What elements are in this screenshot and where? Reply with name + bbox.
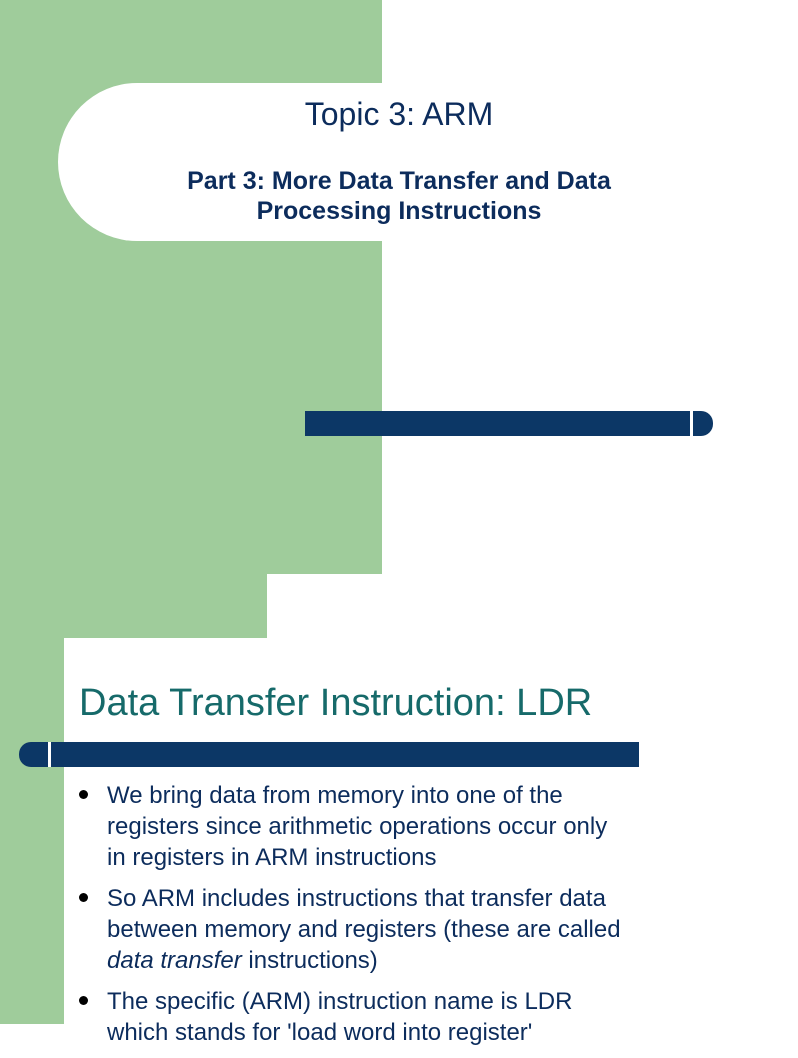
- bullet-line: The specific (ARM) instruction name is LDR: [107, 988, 573, 1015]
- subtitle-line: Processing Instructions: [256, 197, 542, 225]
- bar-notch: [690, 411, 693, 436]
- decorative-bar: [19, 742, 639, 767]
- bar-notch: [48, 742, 51, 767]
- bullet-dot-icon: [79, 996, 88, 1005]
- bullet-line: registers since arithmetic operations occur only: [107, 813, 608, 840]
- bullet-text: [107, 780, 716, 873]
- bullet-item: [76, 883, 716, 976]
- bullet-dot-icon: [79, 790, 88, 799]
- bullet-dot-icon: [79, 893, 88, 902]
- slide-2: [0, 574, 768, 1046]
- bullet-text: [107, 986, 716, 1048]
- bullet-item: [76, 986, 716, 1048]
- bullet-line: in registers in ARM instructions: [107, 844, 437, 871]
- slide-subtitle: [130, 166, 668, 226]
- decorative-bar: [305, 411, 713, 436]
- bullet-line: between memory and registers (these are called: [107, 916, 621, 943]
- bullet-list: [76, 780, 716, 1058]
- bullet-line: instructions): [241, 947, 378, 974]
- green-side-strip: [0, 574, 64, 1024]
- bullet-emphasis: data transfer: [107, 947, 242, 974]
- slide-title: Topic 3: ARM: [304, 96, 494, 132]
- bullet-line: So ARM includes instructions that transfer data: [107, 885, 606, 912]
- bullet-line: We bring data from memory into one of the: [107, 782, 563, 809]
- bullet-item: [76, 780, 716, 873]
- bullet-text: [107, 883, 716, 976]
- slide-heading: Data Transfer Instruction: LDR: [79, 682, 593, 724]
- bullet-line: which stands for 'load word into register': [107, 1019, 533, 1046]
- subtitle-line: Part 3: More Data Transfer and Data: [187, 167, 611, 195]
